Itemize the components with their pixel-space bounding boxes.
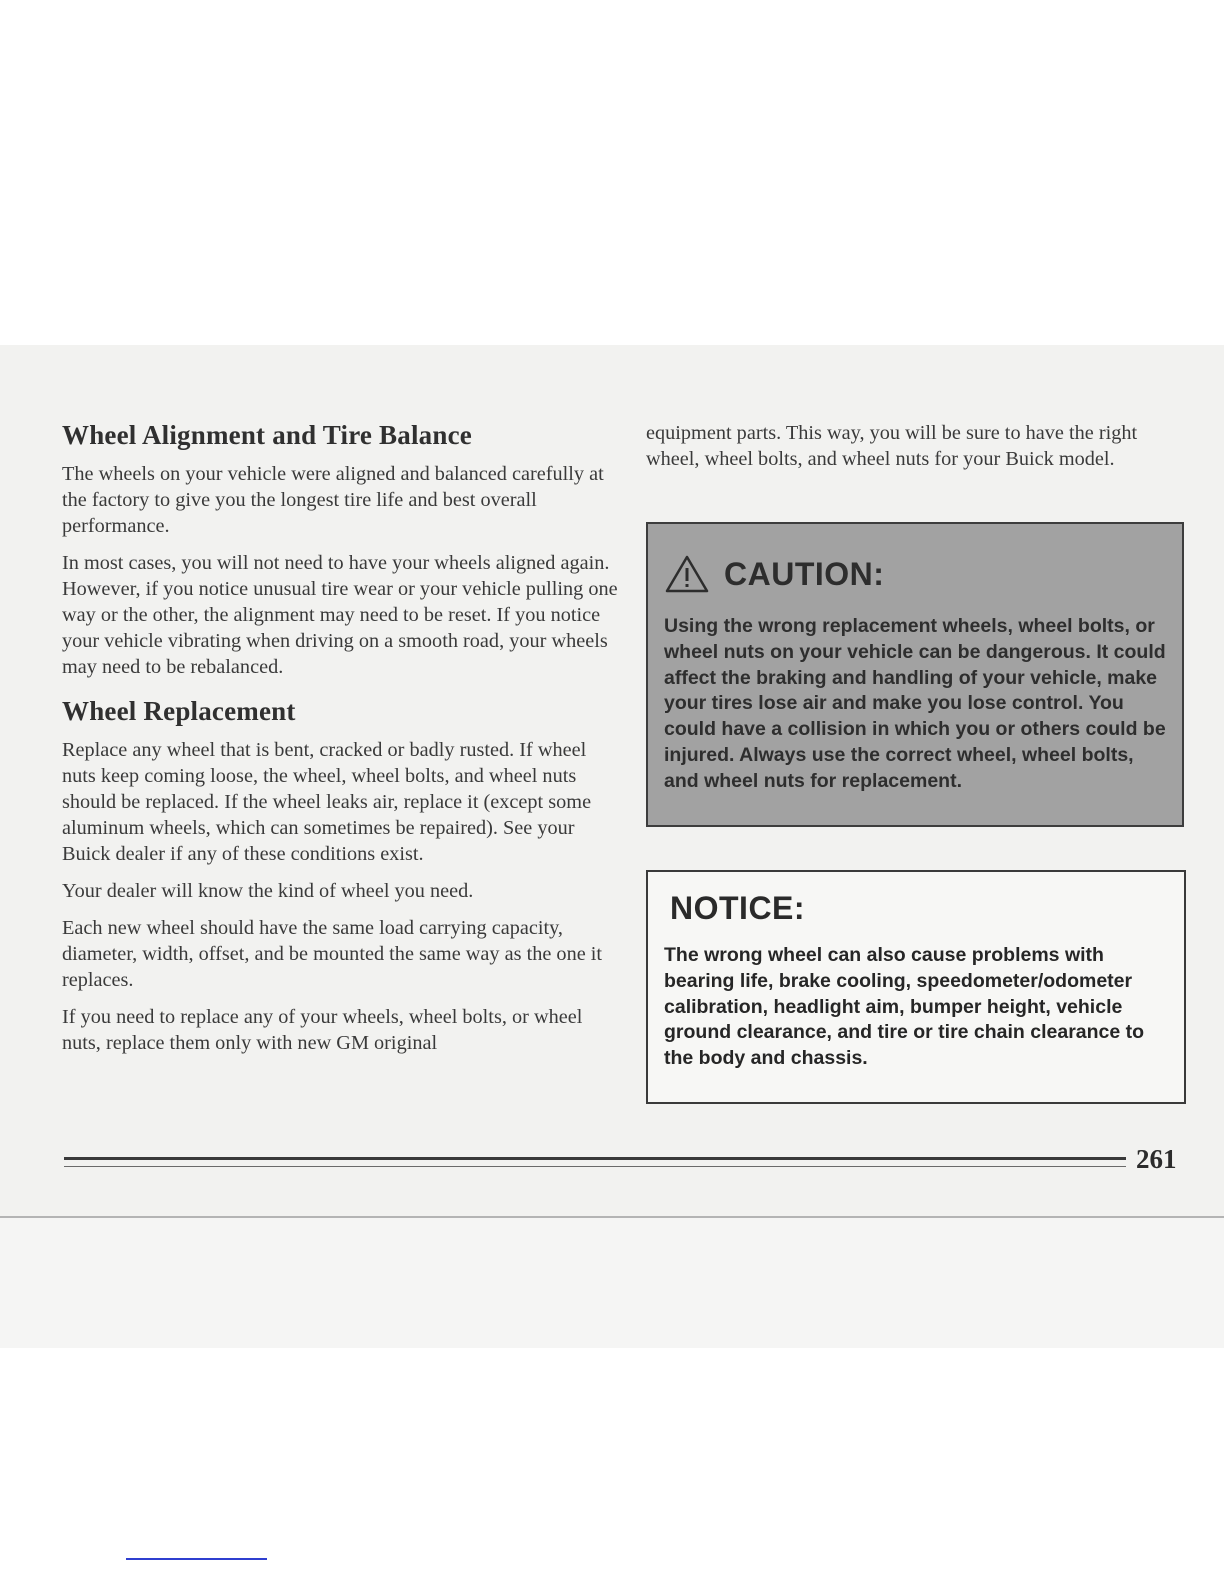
- link-underline[interactable]: [126, 1558, 267, 1560]
- paragraph-gm-original: If you need to replace any of your wheels, wheel bolts, or wheel nuts, replace them only with new GM original: [62, 1006, 583, 1054]
- paragraph-alignment-intro: The wheels on your vehicle were aligned and balanced carefully at the factory to give you the longest tire life and best overall performance.: [62, 463, 604, 537]
- paragraph-new-wheel: Each new wheel should have the same load carrying capacity, diameter, width, offset, and be mounted the same way as the one it replaces.: [62, 917, 603, 991]
- right-column: [646, 420, 1186, 483]
- notice-text: The wrong wheel can also cause problems with bearing life, brake cooling, speedometer/odometer calibration, headlight aim, bumper height, vehicle ground clearance, and tire or tire chain clearance to the body and chassis.: [664, 944, 1145, 1070]
- caution-header: [664, 554, 1166, 594]
- footer-rule-thin: [64, 1166, 1126, 1167]
- footer-rule: [64, 1157, 1126, 1160]
- paragraph-replace-wheel: Replace any wheel that is bent, cracked or badly rusted. If wheel nuts keep coming loose, the wheel, wheel bolts, and wheel nuts should be replaced. If the wheel leaks air, replace it (except some aluminum wheels, which can sometimes be repaired). See your Buick dealer if any of these conditions exist.: [62, 739, 592, 865]
- paragraph-alignment-reset: In most cases, you will not need to have your wheels aligned again. However, if you notice unusual tire wear or your vehicle pulling one way or the other, the alignment may need to be reset. If you notice your vehicle vibrating when driving on a smooth road, your wheels may need to be rebalanced.: [62, 552, 618, 678]
- caution-box: [646, 522, 1184, 827]
- scan-margin: [0, 1218, 1224, 1348]
- caution-title: CAUTION:: [724, 555, 885, 592]
- page-number: 261: [1136, 1144, 1177, 1174]
- caution-text: Using the wrong replacement wheels, wheel bolts, or wheel nuts on your vehicle can be dangerous. It could affect the braking and handling of your vehicle, make your tires lose air and make you lose control. You could have a collision in which you or others could be injured. Always use the correct wheel, wheel bolts, and wheel nuts for replacement.: [664, 615, 1166, 792]
- warning-triangle-icon: [664, 554, 710, 594]
- paragraph-dealer: Your dealer will know the kind of wheel you need.: [62, 880, 474, 902]
- heading-wheel-alignment: Wheel Alignment and Tire Balance: [62, 420, 472, 450]
- scan-edge-line: [0, 1216, 1224, 1218]
- heading-wheel-replacement: Wheel Replacement: [62, 696, 296, 726]
- paragraph-continuation: equipment parts. This way, you will be sure to have the right wheel, wheel bolts, and wheel nuts for your Buick model.: [646, 422, 1138, 470]
- notice-box: [646, 870, 1186, 1104]
- left-column: [62, 420, 622, 1067]
- notice-title: NOTICE:: [670, 890, 806, 926]
